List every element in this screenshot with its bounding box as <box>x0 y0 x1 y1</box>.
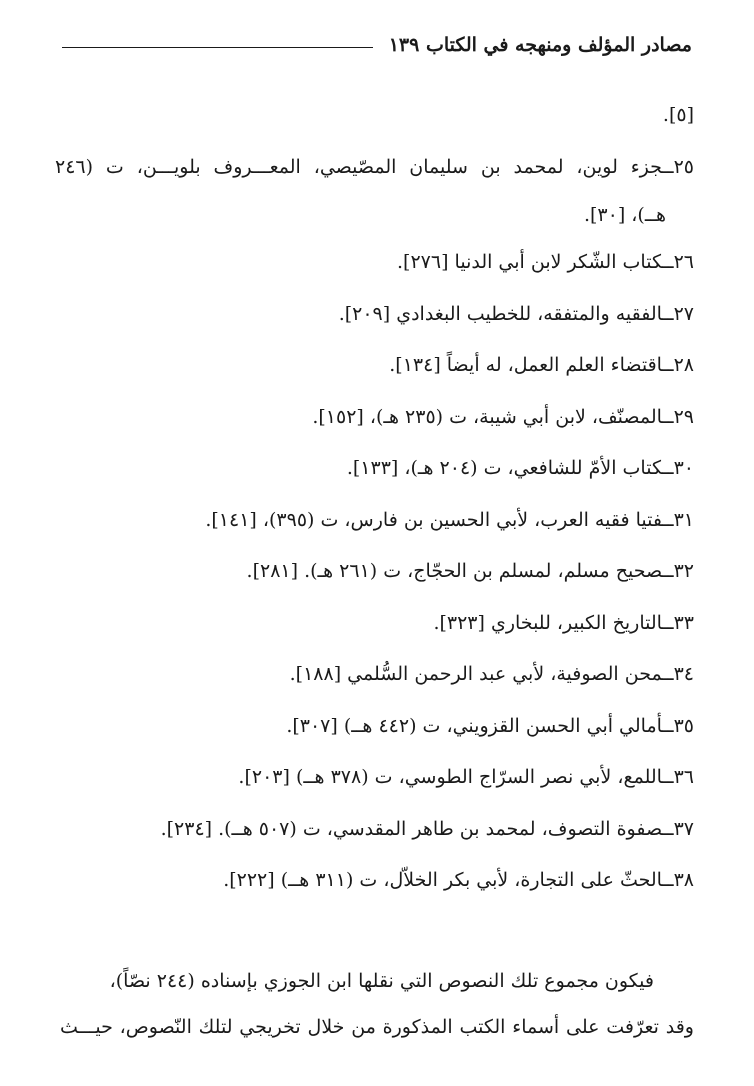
list-item: ٣٦ــاللمع، لأبي نصر السرّاج الطوسي، ت (٣٧٨ هــ) [٢٠٣]. <box>238 766 694 788</box>
list-item <box>55 142 694 238</box>
list-item: ٢٩ــالمصنّف، لابن أبي شيبة، ت (٢٣٥ هـ)، [١٥٢]. <box>312 405 694 428</box>
list-item: ٣١ــفتيا فقيه العرب، لأبي الحسين بن فارس، ت (٣٩٥)، [١٤١]. <box>205 508 694 531</box>
continuation-line: [٥]. <box>662 104 694 126</box>
paragraph-line1: فيكون مجموع تلك النصوص التي نقلها ابن الجوزي بإسناده (٢٤٤ نصّاً)، <box>109 970 654 992</box>
list-item: ٣٢ــصحيح مسلم، لمسلم بن الحجّاج، ت (٢٦١ هـ). [٢٨١]. <box>246 560 694 582</box>
list-item: ٢٧ــالفقيه والمتفقه، للخطيب البغدادي [٢٠٩]. <box>338 302 694 325</box>
list-item: ٣٥ــأمالي أبي الحسن القزويني، ت (٤٤٢ هــ) [٣٠٧]. <box>286 714 694 737</box>
list-item-line2: هــ)، [٣٠]. <box>583 204 666 226</box>
list-item: ٣٤ــمحن الصوفية، لأبي عبد الرحمن السُّلمي [١٨٨]. <box>289 663 694 685</box>
header-rule <box>62 47 373 48</box>
list-item: ٣٨ــالحثّ على التجارة، لأبي بكر الخلاّل، ت (٣١١ هــ) [٢٢٢]. <box>223 869 694 891</box>
running-header <box>62 30 692 60</box>
list-item: ٢٦ــكتاب الشّكر لابن أبي الدنيا [٢٧٦]. <box>397 251 694 273</box>
body-paragraph <box>60 958 694 1050</box>
paragraph-line2: وقد تعرّفت على أسماء الكتب المذكورة من خلال تخريجي لتلك النّصوص، حيـــث <box>60 1016 694 1038</box>
list-item: ٣٧ــصفوة التصوف، لمحمد بن طاهر المقدسي، ت (٥٠٧ هــ). [٢٣٤]. <box>160 817 694 840</box>
list-item: ٢٨ــاقتضاء العلم العمل، له أيضاً [١٣٤]. <box>389 354 694 376</box>
list-item: ٣٣ــالتاريخ الكبير، للبخاري [٣٢٣]. <box>433 611 694 634</box>
sources-list <box>55 90 694 907</box>
list-item-line1: ٢٥ــجزء لوين، لمحمد بن سليمان المصّيصي، المعـــروف بلويـــن، ت (٢٤٦ <box>55 155 694 178</box>
list-item: ٣٠ــكتاب الأمّ للشافعي، ت (٢٠٤ هـ)، [١٣٣]. <box>346 457 694 479</box>
header-title: مصادر المؤلف ومنهجه في الكتاب ١٣٩ <box>388 34 692 56</box>
